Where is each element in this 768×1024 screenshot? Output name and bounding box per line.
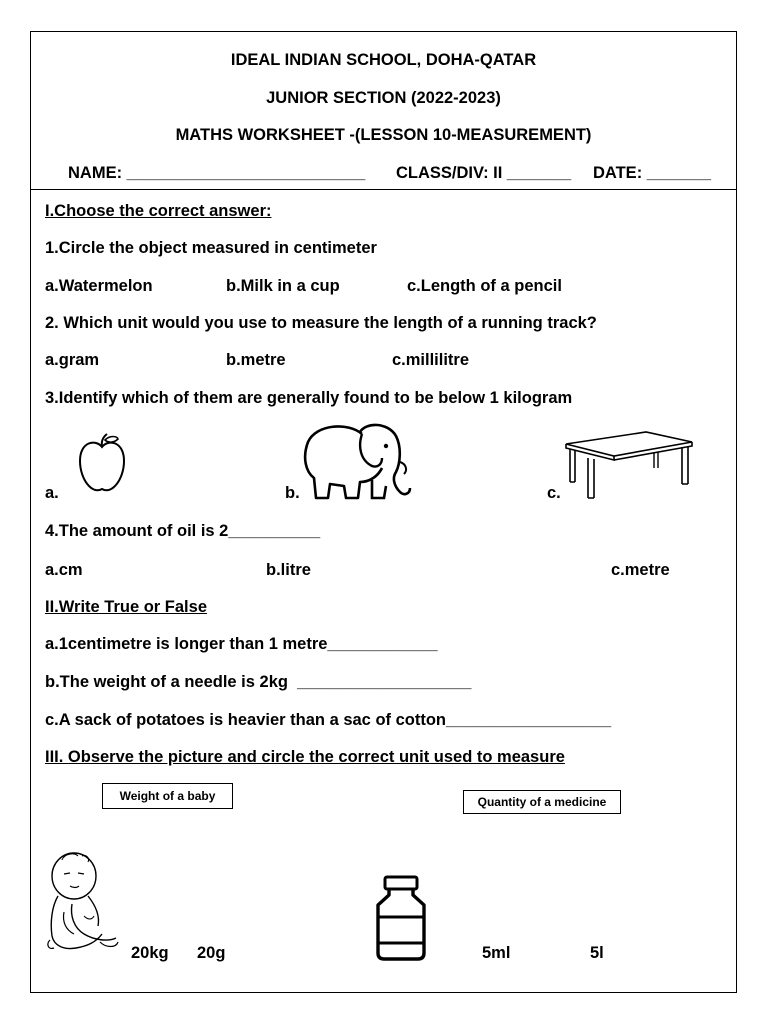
- q1-option-c: c.Length of a pencil: [407, 277, 562, 295]
- unit-5ml: 5ml: [482, 944, 511, 962]
- label-box-medicine: Quantity of a medicine: [463, 790, 621, 814]
- tf-item-b: b.The weight of a needle is 2kg ___________________: [45, 673, 472, 691]
- tf-item-c: c.A sack of potatoes is heavier than a sac of cotton__________________: [45, 711, 612, 729]
- elephant-icon: [300, 420, 420, 502]
- name-field: NAME: __________________________: [68, 164, 366, 182]
- header-divider: [30, 189, 737, 190]
- q2-text: 2. Which unit would you use to measure the length of a running track?: [45, 314, 597, 332]
- q2-option-a: a.gram: [45, 351, 100, 369]
- label-box-baby: Weight of a baby: [102, 783, 233, 809]
- school-name: IDEAL INDIAN SCHOOL, DOHA-QATAR: [230, 51, 537, 69]
- q4-option-c: c.metre: [611, 561, 670, 579]
- q3-text: 3.Identify which of them are generally found to be below 1 kilogram: [45, 389, 573, 407]
- q2-option-b: b.metre: [226, 351, 286, 369]
- baby-icon: [44, 850, 124, 954]
- section-title: JUNIOR SECTION (2022-2023): [266, 89, 501, 107]
- worksheet-title: MATHS WORKSHEET -(LESSON 10-MEASUREMENT): [175, 126, 592, 144]
- q3-option-b: b.: [285, 484, 300, 502]
- unit-20kg: 20kg: [131, 944, 169, 962]
- table-icon: [562, 428, 696, 502]
- unit-20g: 20g: [197, 944, 226, 962]
- section1-title: I.Choose the correct answer:: [45, 202, 272, 220]
- q1-option-a: a.Watermelon: [45, 277, 153, 295]
- medicine-bottle-icon: [370, 875, 432, 961]
- q4-option-a: a.cm: [45, 561, 83, 579]
- q4-text: 4.The amount of oil is 2__________: [45, 522, 321, 540]
- apple-icon: [74, 433, 130, 497]
- date-field: DATE: _______: [593, 164, 712, 182]
- tf-item-a: a.1centimetre is longer than 1 metre____________: [45, 635, 438, 653]
- unit-5l: 5l: [590, 944, 604, 962]
- q4-option-b: b.litre: [266, 561, 311, 579]
- class-field: CLASS/DIV: II _______: [396, 164, 572, 182]
- q3-option-a: a.: [45, 484, 59, 502]
- q1-option-b: b.Milk in a cup: [226, 277, 340, 295]
- q2-option-c: c.millilitre: [392, 351, 470, 369]
- q3-option-c: c.: [547, 484, 561, 502]
- section2-title: II.Write True or False: [45, 598, 207, 616]
- q1-text: 1.Circle the object measured in centimeter: [45, 239, 377, 257]
- section3-title: III. Observe the picture and circle the correct unit used to measure: [45, 748, 565, 766]
